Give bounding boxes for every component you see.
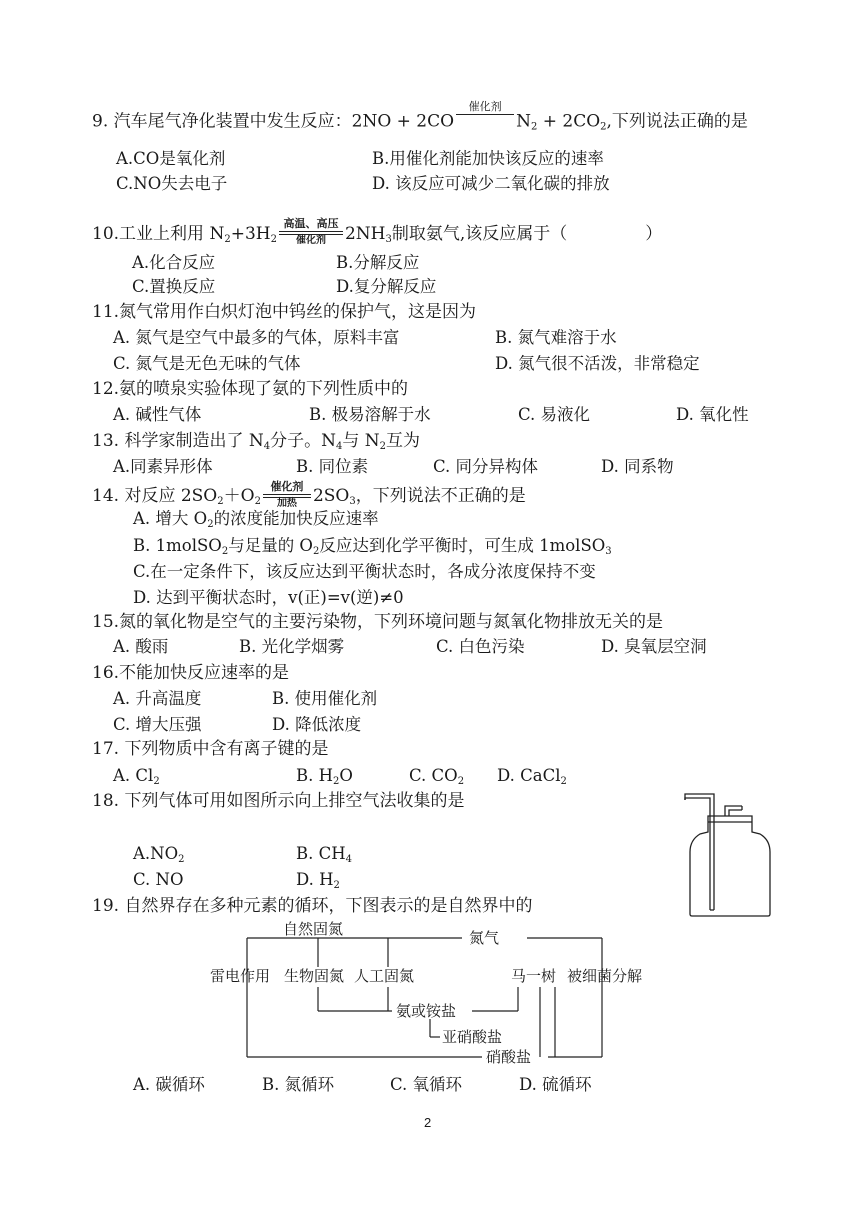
q18-option-b: B. $CH_4$	[296, 844, 353, 865]
q9-option-a: A.CO是氧化剂	[116, 149, 226, 168]
q18-option-a: $A.NO_2$	[133, 844, 185, 865]
q14-option-b: B. 1molSO$_2$与足量的 $O_2$反应达到化学平衡时，可生成 1molSO$_3$	[133, 536, 612, 557]
q17-option-d: D. CaCl$_2$	[497, 766, 567, 787]
label-artificial-fixation: 人工固氮	[354, 967, 415, 985]
question-13-stem: 13. 科学家制造出了 $N_4$分子。$N_4$与 $N_2$互为	[92, 431, 420, 452]
q17-option-a: A. $Cl_2$	[113, 766, 160, 787]
question-17-stem: 17. 下列物质中含有离子键的是	[92, 739, 329, 759]
q15-option-d: D. 臭氧层空洞	[601, 637, 707, 656]
q18-option-c: C. NO	[133, 870, 184, 889]
q10-option-c: C.置换反应	[132, 277, 216, 296]
q9-option-d: D. 该反应可减少二氧化碳的排放	[372, 174, 610, 193]
q10-option-d: D.复分解反应	[336, 277, 437, 296]
q11-option-b: B. 氮气难溶于水	[495, 328, 617, 347]
q13-option-c: C. 同分异构体	[433, 457, 539, 476]
q19-option-c: C. 氧循环	[390, 1075, 463, 1094]
label-nitrogen-gas: 氮气	[469, 929, 500, 947]
page-number: 2	[424, 1115, 432, 1130]
q9-option-b: B.用催化剂能加快该反应的速率	[372, 149, 604, 168]
question-16-stem: 16.不能加快反应速率的是	[92, 663, 290, 683]
q19-option-a: A. 碳循环	[133, 1075, 205, 1094]
q16-option-d: D. 降低浓度	[272, 715, 362, 734]
gas-collection-bottle-figure	[680, 786, 780, 920]
label-lightning: 雷电作用	[210, 967, 271, 985]
label-ammonia: 氨或铵盐	[396, 1002, 457, 1020]
q9-option-c: C.NO失去电子	[116, 174, 228, 193]
question-19-stem: 19. 自然界存在多种元素的循环，下图表示的是自然界中的	[92, 896, 533, 916]
q12-option-d: D. 氧化性	[676, 405, 749, 424]
question-9-stem: 9. 汽车尾气净化装置中发生反应：2NO + 2CO 催化剂 $N_2 + 2CO_2$,下列说法正确的是	[92, 100, 748, 133]
q12-option-b: B. 极易溶解于水	[309, 405, 431, 424]
question-14-stem: 14. 对反应 $2SO_2+O_2$ 催化剂 加热 $2SO_3$，下列说法不正确的是	[92, 480, 526, 509]
q16-option-a: A. 升高温度	[113, 689, 202, 708]
question-11-stem: 11.氮气常用作白炽灯泡中钨丝的保护气，这是因为	[92, 302, 477, 322]
q14-option-a: A. 增大 $O_2$的浓度能加快反应速率	[133, 509, 379, 530]
q10-option-a: A.化合反应	[132, 253, 216, 272]
q11-option-a: A. 氮气是空气中最多的气体，原料丰富	[113, 328, 400, 347]
label-nitrite: 亚硝酸盐	[442, 1028, 503, 1046]
q19-option-b: B. 氮循环	[262, 1075, 335, 1094]
q18-option-d: D. $H_2$	[296, 870, 340, 891]
question-10-stem: 10.工业上利用 $N_2+3H_2$ 高温、高压 催化剂 $2NH_3$制取氨气,该反应属于（ ）	[92, 217, 663, 246]
q13-option-b: B. 同位素	[296, 457, 369, 476]
label-horse-tree: 马一树	[511, 967, 557, 985]
q14-option-d: D. 达到平衡状态时，v(正)=v(逆)≠0	[133, 588, 404, 607]
label-bacteria: 被细菌分解	[567, 967, 643, 985]
q13-option-a: A.同素异形体	[113, 457, 213, 476]
q12-option-a: A. 碱性气体	[113, 405, 202, 424]
label-nitrate: 硝酸盐	[486, 1048, 532, 1065]
q11-option-c: C. 氮气是无色无味的气体	[113, 354, 301, 373]
q17-option-c: C. $CO_2$	[409, 766, 465, 787]
q17-option-b: B. $H_2O$	[296, 766, 353, 787]
q15-option-a: A. 酸雨	[113, 637, 169, 656]
nitrogen-cycle-diagram	[200, 915, 660, 1065]
q12-option-c: C. 易液化	[518, 405, 591, 424]
q11-option-d: D. 氮气很不活泼，非常稳定	[495, 354, 700, 373]
q16-option-b: B. 使用催化剂	[272, 689, 378, 708]
question-15-stem: 15.氮的氧化物是空气的主要污染物，下列环境问题与氮氧化物排放无关的是	[92, 612, 664, 632]
q14-option-c: C.在一定条件下，该反应达到平衡状态时，各成分浓度保持不变	[133, 562, 596, 581]
q10-option-b: B.分解反应	[336, 253, 420, 272]
q13-option-d: D. 同系物	[601, 457, 674, 476]
q15-option-c: C. 白色污染	[436, 637, 525, 656]
q16-option-c: C. 增大压强	[113, 715, 202, 734]
question-18-stem: 18. 下列气体可用如图所示向上排空气法收集的是	[92, 791, 465, 811]
q19-option-d: D. 硫循环	[519, 1075, 592, 1094]
question-12-stem: 12.氨的喷泉实验体现了氨的下列性质中的	[92, 379, 409, 399]
q15-option-b: B. 光化学烟雾	[239, 637, 345, 656]
label-natural-fixation: 自然固氮	[283, 920, 344, 938]
label-bio-fixation: 生物固氮	[284, 967, 345, 985]
